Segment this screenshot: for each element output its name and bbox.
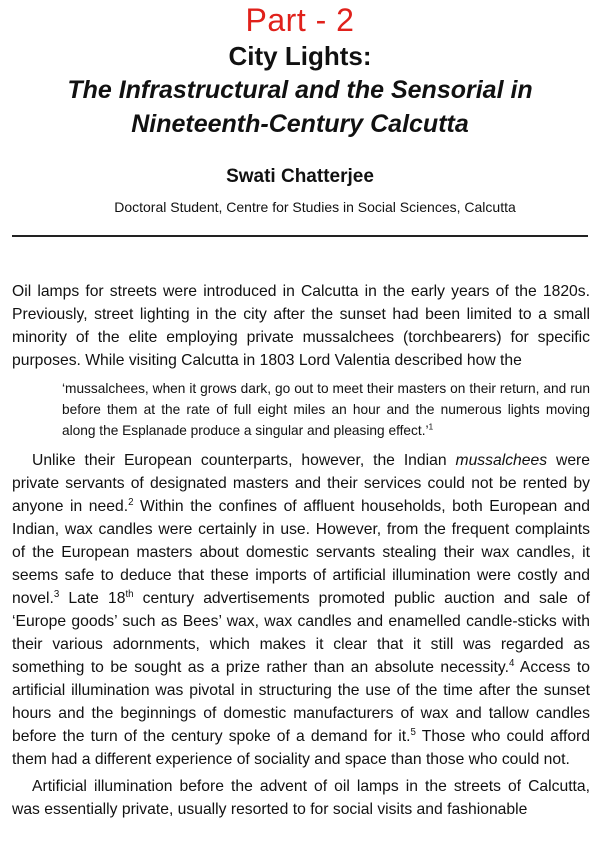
quote-text: ‘mussalchees, when it grows dark, go out to meet their masters on their return, and run before them at the rate of full eight miles an hour and the numerous lights moving along the Esplanade produce a singular and pleasing effect.’ xyxy=(62,381,590,438)
paragraph-2-text: Those who could afford them had a different experience of sociality and space than those who could not. xyxy=(12,728,590,768)
footnote-ref: 4 xyxy=(508,657,515,669)
italic-term: mussalchees xyxy=(455,452,548,469)
paragraph-2-text: Late 18 xyxy=(59,590,126,607)
paragraph-1: Oil lamps for streets were introduced in Calcutta in the early years of the 1820s. Previously, street lighting in the city after the sunset had been limited to a small minority of the elite employing private mussalchees (torchbearers) for specific purposes. While visiting Calcutta in 1803 Lord Valentia described how the xyxy=(12,283,590,369)
block-quote xyxy=(62,378,590,441)
divider-rule xyxy=(12,235,588,237)
footnote-ref: 5 xyxy=(410,726,416,738)
paragraph-2-text: Access to artificial illumination was pivotal in structuring the use of the time after the sunset hours and the beginnings of domestic manufacturers of wax and tallow candles before the turn of the century spoke of a demand for it. xyxy=(12,659,591,745)
author-affiliation: Doctoral Student, Centre for Studies in Social Sciences, Calcutta xyxy=(114,199,516,215)
author-name: Swati Chatterjee xyxy=(226,166,374,187)
paragraph-2-text: were private servants of designated masters and their services could not be rented by anyone in need. xyxy=(12,452,590,515)
paragraph-2-text: Unlike their European counterparts, however, the Indian xyxy=(32,452,456,469)
article-body xyxy=(12,280,590,821)
subtitle-line: The Infrastructural and the Sensorial in xyxy=(67,76,533,104)
footnote-ref: 2 xyxy=(128,496,134,508)
footnote-ref: 3 xyxy=(53,588,60,600)
paragraph-2-text: Within the confines of affluent households, both European and Indian, wax candles were certainly in use. However, from the frequent complaints of the European masters about domestic servants stealing their wax candles, it seems safe to deduce that these imports of artificial illumination were costly and novel. xyxy=(12,498,591,607)
paragraph-3: Artificial illumination before the advent of oil lamps in the streets of Calcutta, was essentially private, usually resorted to for social visits and fashionable xyxy=(12,778,590,818)
paragraph-2-text: century advertisements promoted public auction and sale of ‘Europe goods’ such as Bees’ wax, wax candles and enamelled candle-sticks with their various adornments, which makes it clear that it still was regarded as something to be sought as a prize rather than an absolute necessity. xyxy=(12,590,590,676)
paragraph-2 xyxy=(12,449,590,771)
part-label: Part - 2 xyxy=(245,2,355,38)
chapter-subtitle xyxy=(0,73,600,141)
ordinal-suffix: th xyxy=(125,588,134,600)
footnote-ref: 1 xyxy=(428,421,434,432)
chapter-title: City Lights: xyxy=(228,41,372,71)
subtitle-line: Nineteenth-Century Calcutta xyxy=(131,110,469,138)
